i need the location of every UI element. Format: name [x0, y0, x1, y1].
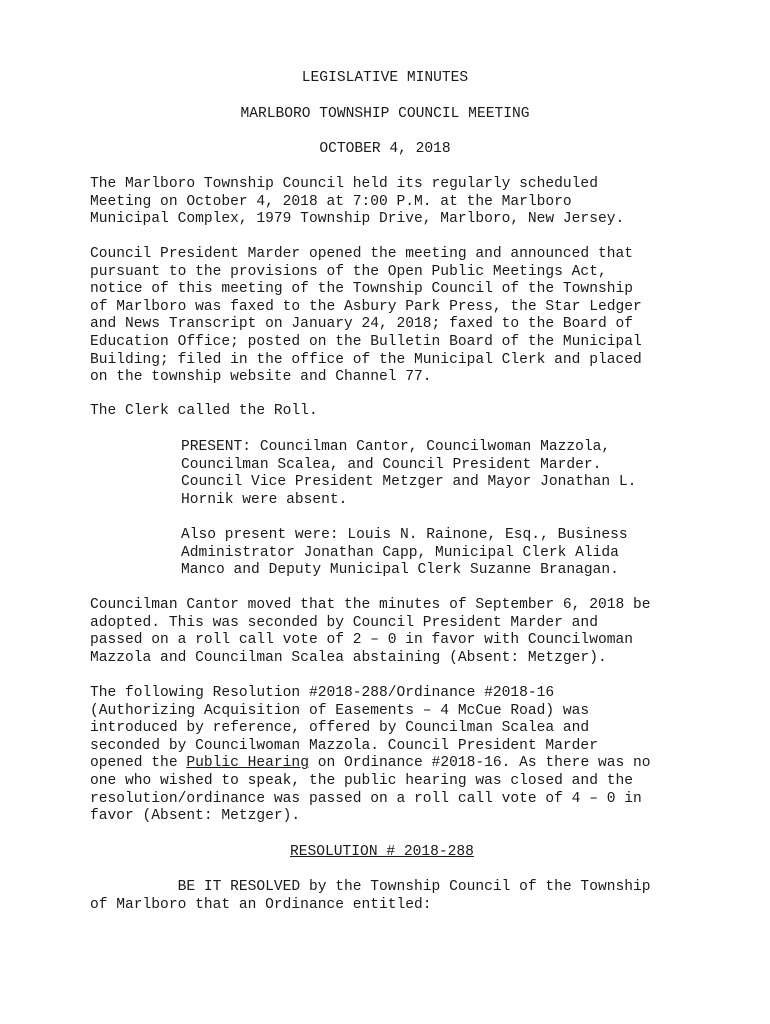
meeting-date: OCTOBER 4, 2018: [319, 141, 451, 157]
intro-paragraph: The Marlboro Township Council held its regularly scheduled Meeting on October 4, 2018 at 7:00 P.M. at the Marlboro Municipal Complex, 1979 Township Drive, Marlboro, New Jersey.: [90, 176, 625, 228]
resolution-intro-text-end: on Ordinance #2018-16. As there was no one who wished to speak, the public hearing was closed and the resolution/ordinance was passed on a roll call vote of 4 – 0 in favor (Absent: Metzger).: [90, 755, 651, 825]
present-paragraph: PRESENT: Councilman Cantor, Councilwoman Mazzola, Councilman Scalea, and Council President Marder. Council Vice President Metzger and Mayor Jonathan L. Hornik were absent.: [181, 439, 637, 508]
resolution-heading-text: RESOLUTION # 2018-288: [290, 844, 474, 860]
resolved-paragraph: BE IT RESOLVED by the Township Council of the Township of Marlboro that an Ordinance entitled:: [90, 879, 651, 913]
document-title: LEGISLATIVE MINUTES: [301, 70, 469, 86]
resolution-intro-text-start: The following Resolution #2018-288/Ordinance #2018-16 (Authorizing Acquisition of Easements – 4 McCue Road) was introduced by reference, offered by Councilman Scalea and seconded by Councilwoman Mazzola. Council President Marder opened the: [90, 685, 598, 772]
public-hearing-text: Public Hearing: [186, 755, 309, 772]
opening-paragraph: Council President Marder opened the meeting and announced that pursuant to the provisions of the Open Public Meetings Act, notice of this meeting of the Township Council of the Township of Marlboro was faxed to the Asbury Park Press, the Star Ledger and News Transcript on January 24, 2018; faxed to the Board of Education Office; posted on the Bulletin Board of the Municipal Building; filed in the office of the Municipal Clerk and placed on the township website and Channel 77.: [90, 246, 642, 386]
minutes-approval-paragraph: Councilman Cantor moved that the minutes of September 6, 2018 be adopted. This was seconded by Council President Marder and passed on a roll call vote of 2 – 0 in favor with Councilwoman Mazzola and Councilman Scalea abstaining (Absent: Metzger).: [90, 597, 651, 666]
roll-call-paragraph: The Clerk called the Roll.: [90, 403, 318, 419]
resolution-heading: [290, 843, 474, 861]
document-subtitle: MARLBORO TOWNSHIP COUNCIL MEETING: [240, 106, 530, 122]
resolution-intro-paragraph: [90, 685, 690, 826]
also-present-paragraph: Also present were: Louis N. Rainone, Esq., Business Administrator Jonathan Capp, Municipal Clerk Alida Manco and Deputy Municipal Clerk Suzanne Branagan.: [181, 527, 628, 579]
